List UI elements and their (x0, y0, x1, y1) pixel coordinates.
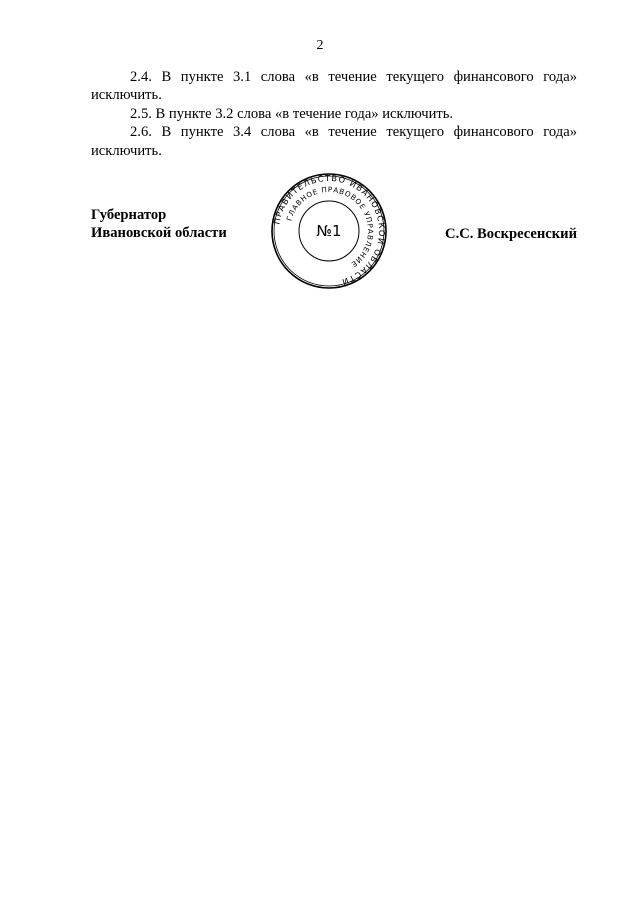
seal-outer-textpath: ПРАВИТЕЛЬСТВО ИВАНОВСКОЙ ОБЛАСТИ (271, 172, 388, 288)
seal-inner-textpath: ГЛАВНОЕ ПРАВОВОЕ УПРАВЛЕНИЕ (284, 184, 376, 270)
document-body (91, 68, 577, 160)
page-number: 2 (316, 38, 324, 53)
signatory-title-line2: Ивановской области (91, 225, 227, 242)
official-seal-stamp (270, 172, 388, 290)
seal-number: №1 (316, 222, 342, 240)
signatory-title (91, 206, 227, 243)
paragraph-2-6: 2.6. В пункте 3.4 слова «в течение текущего финансового года» исключить. (91, 124, 577, 159)
paragraph-2-4: 2.4. В пункте 3.1 слова «в течение текущего финансового года» исключить. (91, 69, 577, 104)
seal-graphic (270, 172, 388, 290)
signatory-name: С.С. Воскресенский (445, 226, 577, 242)
signatory-title-line1: Губернатор (91, 207, 167, 223)
paragraph-2-5: 2.5. В пункте 3.2 слова «в течение года» исключить. (130, 105, 454, 122)
